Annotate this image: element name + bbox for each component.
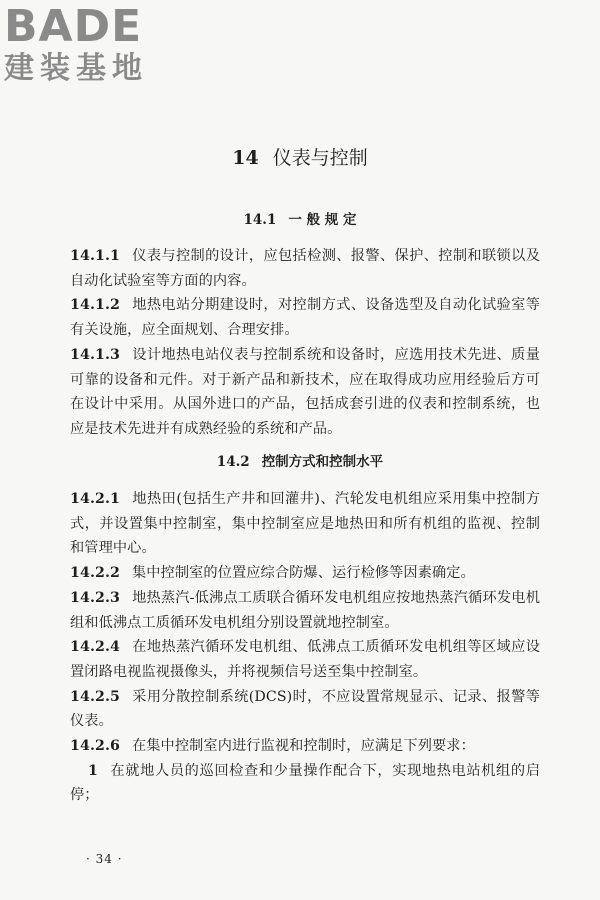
clause-14-1-3	[70, 343, 540, 442]
section-number: 14.2	[216, 454, 250, 470]
logo-brand: BADE	[4, 1, 143, 52]
clause-text: 设计地热电站仪表与控制系统和设备时，应选用技术先进、质量可靠的设备和元件。对于新产品和新技术，应在取得成功应用经验后方可在设计中采用。从国外进口的产品，包括成套引进的仪表和控制系统，也应是技术先进并有成熟经验的系统和产品。	[70, 346, 540, 437]
watermark-logo	[4, 1, 179, 86]
clause-14-2-1	[70, 487, 540, 561]
clause-text: 仪表与控制的设计，应包括检测、报警、保护、控制和联锁以及自动化试验室等方面的内容。	[70, 248, 540, 289]
clause-number: 14.2.1	[70, 491, 120, 507]
chapter-number: 14	[232, 147, 259, 169]
clause-number: 14.1.2	[70, 297, 120, 314]
clause-number: 14.2.2	[70, 565, 120, 582]
section-title-14-1	[0, 210, 600, 230]
page-number: · 34 ·	[86, 852, 123, 866]
clause-text: 在集中控制室内进行监视和控制时，应满足下列要求：	[131, 738, 475, 755]
clause-14-2-3	[70, 586, 540, 635]
section-title-14-2	[0, 452, 600, 472]
clause-number: 14.1.1	[70, 248, 120, 264]
clause-number: 14.2.6	[70, 738, 120, 755]
clause-text: 集中控制室的位置应综合防爆、运行检修等因素确定。	[131, 565, 475, 582]
clause-14-2-4	[70, 635, 540, 684]
clause-number: 14.2.3	[70, 589, 120, 606]
clause-14-1-1	[70, 244, 540, 293]
clause-number: 14.2.5	[70, 688, 120, 705]
clause-text: 在地热蒸汽循环发电机组、低沸点工质循环发电机组等区域应设置闭路电视监视摄像头，并将视频信号送至集中控制室。	[70, 639, 540, 680]
clause-number: 14.1.3	[70, 346, 120, 363]
clause-14-2-5	[70, 685, 540, 734]
clause-text: 采用分散控制系统(DCS)时，不应设置常规显示、记录、报警等仪表。	[70, 688, 540, 730]
logo-subtitle: 建装基地	[4, 51, 148, 86]
clause-text: 地热田(包括生产井和回灌井)、汽轮发电机组应采用集中控制方式，并设置集中控制室，集中控制室应是地热田和所有机组的监视、控制和管理中心。	[70, 491, 540, 557]
clause-number: 14.2.4	[70, 639, 120, 656]
section-title-text: 一 般 规 定	[288, 212, 357, 228]
section-title-text: 控制方式和控制水平	[261, 454, 384, 470]
chapter-title	[0, 145, 600, 171]
section-number: 14.1	[243, 212, 277, 228]
list-item-1	[70, 759, 540, 808]
section-14-2-body	[70, 487, 540, 808]
clause-14-2-2	[70, 561, 540, 586]
chapter-title-text: 仪表与控制	[272, 147, 368, 169]
clause-text: 地热蒸汽-低沸点工质联合循环发电机组应按地热蒸汽循环发电机组和低沸点工质循环发电机组分别设置就地控制室。	[70, 589, 540, 631]
clause-14-2-6	[70, 734, 540, 759]
clause-text: 地热电站分期建设时，对控制方式、设备选型及自动化试验室等有关设施，应全面规划、合理安排。	[70, 297, 540, 339]
item-text: 在就地人员的巡回检查和少量操作配合下，实现地热电站机组的启停；	[70, 762, 540, 804]
item-number: 1	[88, 762, 98, 779]
section-14-1-body	[70, 244, 540, 442]
clause-14-1-2	[70, 293, 540, 342]
